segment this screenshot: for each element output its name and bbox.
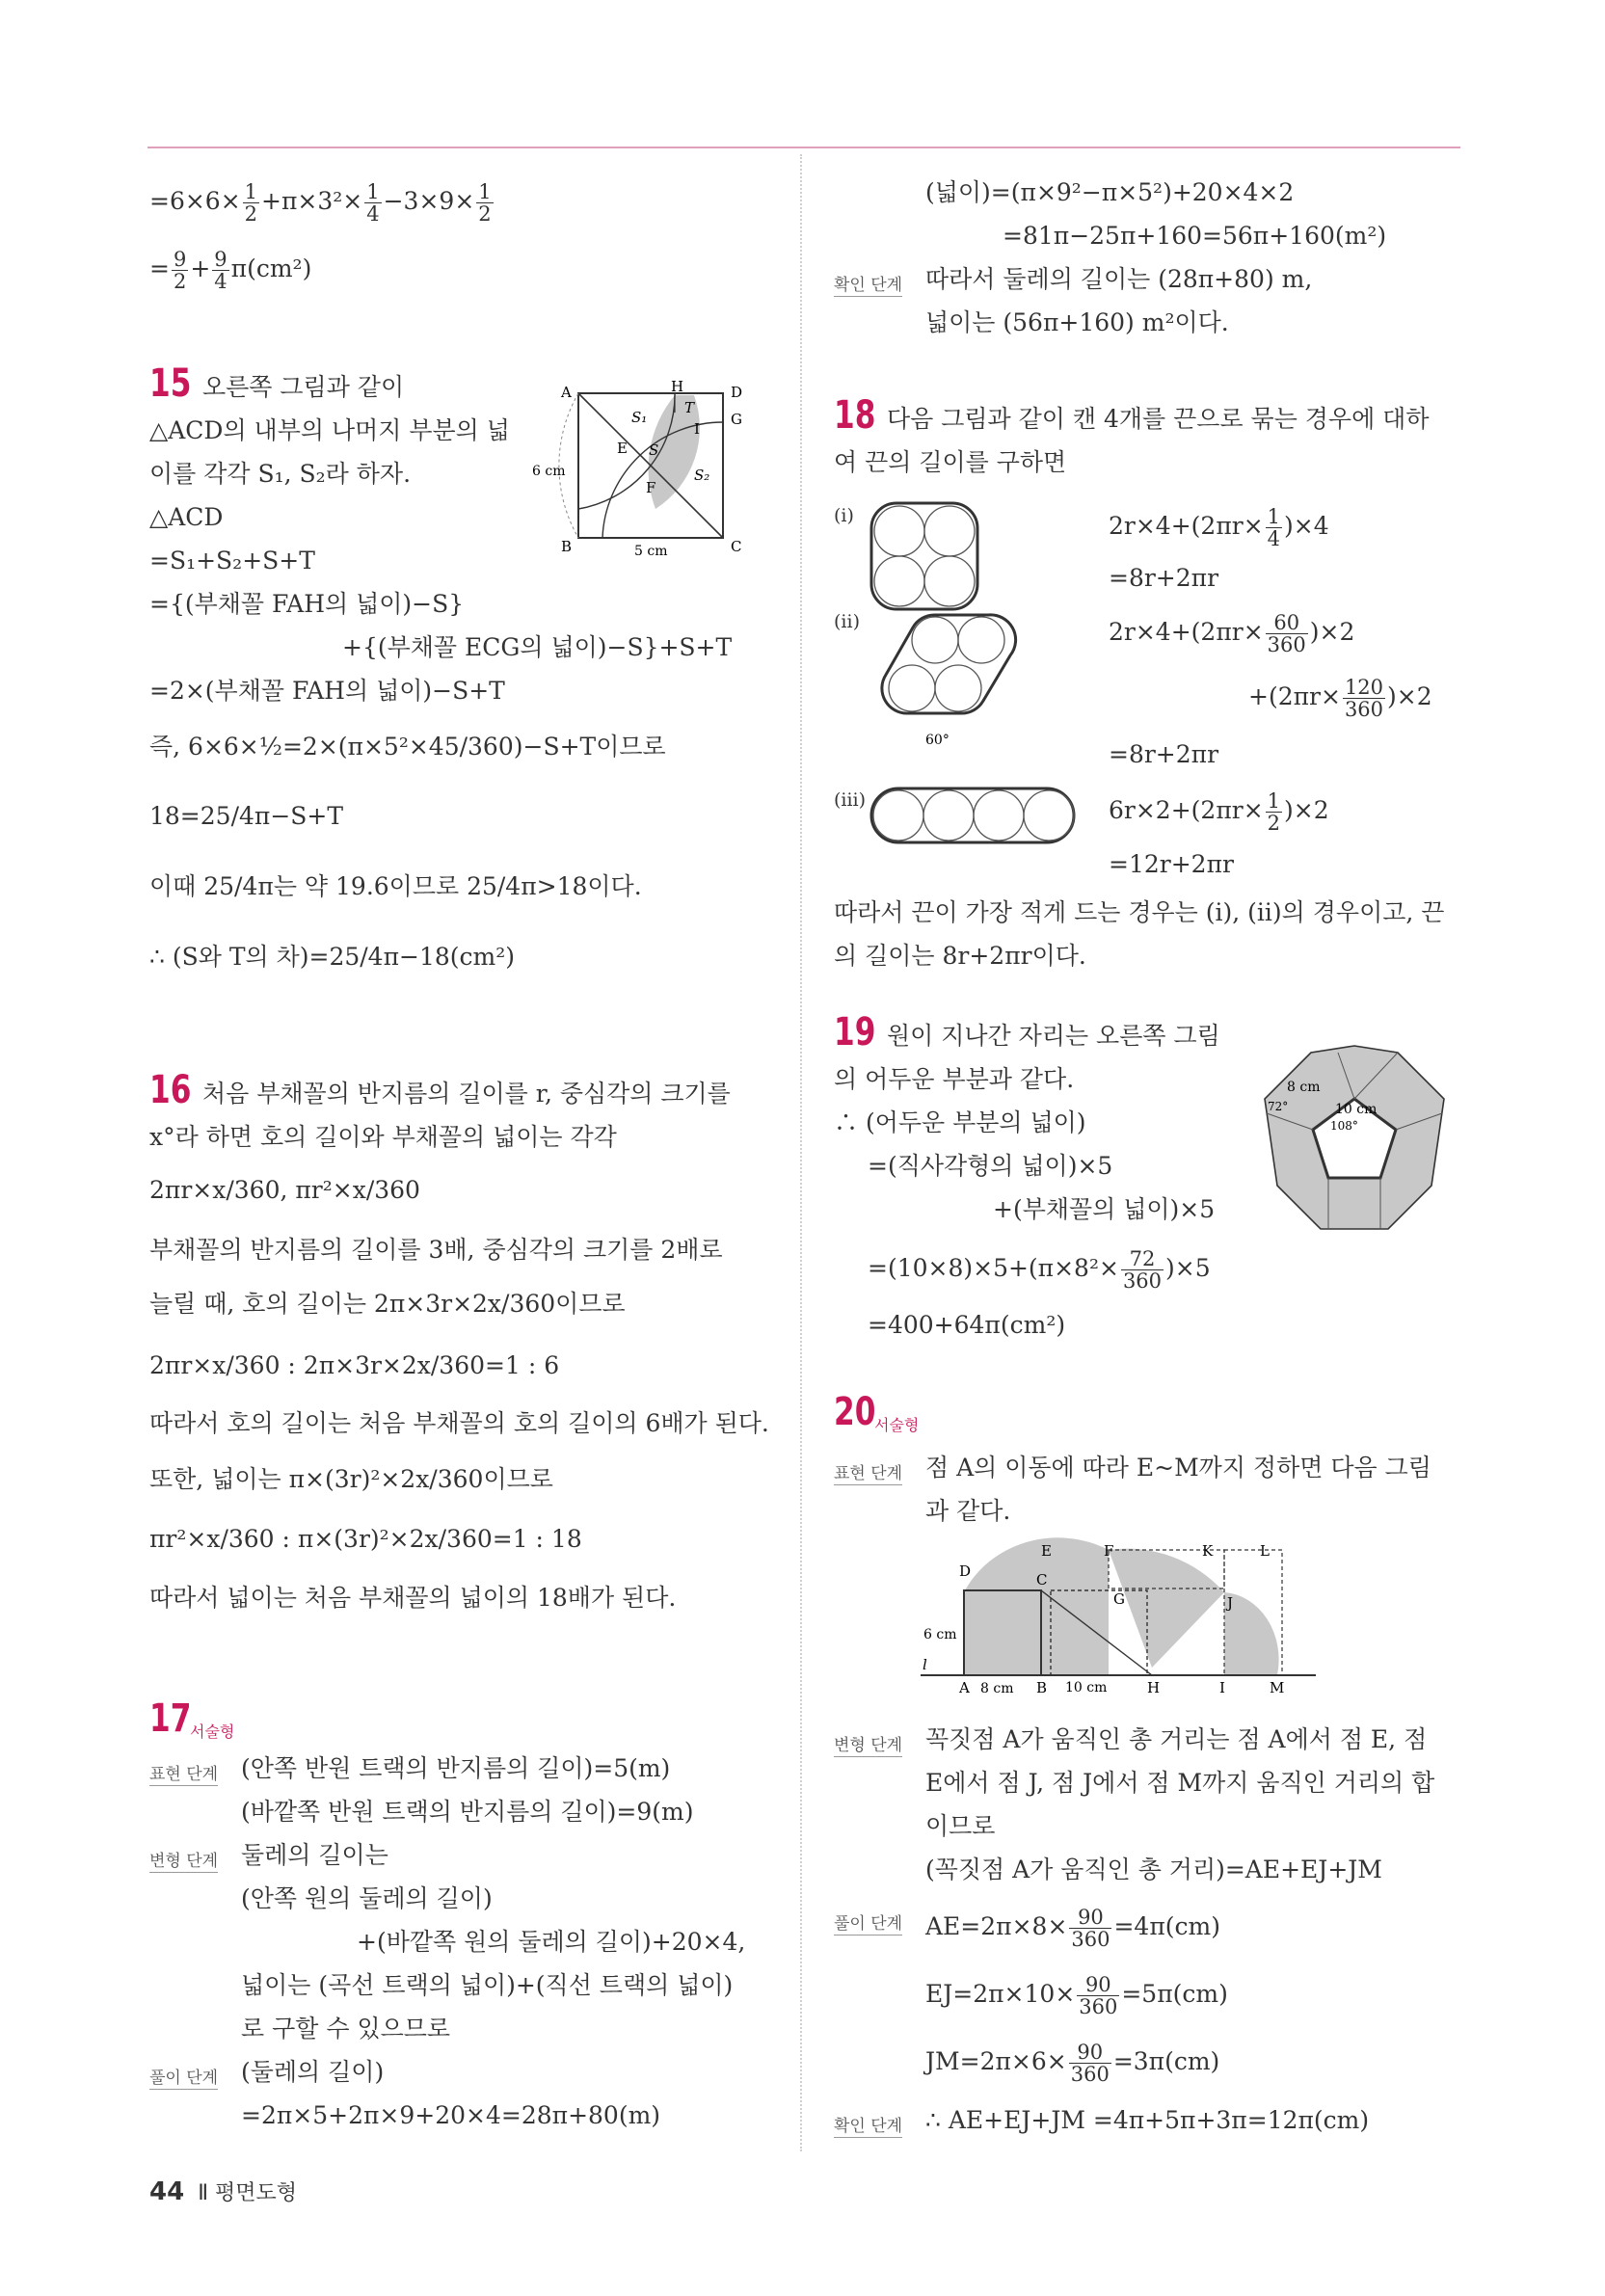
label-10cm: 10 cm bbox=[1065, 1680, 1108, 1695]
text-line: 이때 25/4π는 약 19.6이므로 25/4π>18이다. bbox=[149, 872, 642, 900]
label-D: D bbox=[959, 1562, 972, 1580]
text-line: πr²×x/360 : π×(3r)²×2x/360=1 : 18 bbox=[149, 1525, 582, 1553]
label-G: G bbox=[1113, 1590, 1125, 1608]
problem-number: 17 bbox=[149, 1696, 192, 1741]
text-line: =2×(부채꼴 FAH의 넓이)−S+T bbox=[149, 677, 505, 705]
step-label: 표현 단계 bbox=[149, 1760, 218, 1786]
text-line: (꼭짓점 A가 움직인 총 거리)=AE+EJ+JM bbox=[925, 1855, 1382, 1883]
text-line: 즉, 6×6×½=2×(π×5²×45/360)−S+T이므로 bbox=[149, 733, 666, 761]
label-B: B bbox=[1036, 1679, 1048, 1696]
text-line: 의 길이는 8r+2πr이다. bbox=[834, 942, 1086, 970]
label-L: L bbox=[1260, 1542, 1270, 1560]
label-F: F bbox=[1104, 1542, 1114, 1560]
label-S1: S₁ bbox=[631, 409, 648, 426]
equation-line: JM=2π×6× $\frac{90}{360}$ =3π(cm) bbox=[925, 2041, 1220, 2086]
text-line: 늘릴 때, 호의 길이는 2π×3r×2x/360이므로 bbox=[149, 1290, 626, 1318]
step-label: 확인 단계 bbox=[834, 2112, 902, 2138]
radius-label: 8 cm bbox=[1287, 1080, 1321, 1095]
label-bottom-5cm: 5 cm bbox=[634, 544, 668, 559]
text-line: 이므로 bbox=[925, 1812, 996, 1840]
equation-line: AE=2π×8× $\frac{90}{360}$ =4π(cm) bbox=[925, 1906, 1220, 1951]
text-line: 2πr×x/360, πr²×x/360 bbox=[149, 1176, 420, 1204]
text-line: =8r+2πr bbox=[1109, 564, 1219, 592]
text-line: 18=25/4π−S+T bbox=[149, 802, 344, 830]
text-line: E에서 점 J, 점 J에서 점 M까지 움직인 거리의 합 bbox=[925, 1769, 1435, 1797]
text-line: 의 어두운 부분과 같다. bbox=[834, 1065, 1075, 1093]
page-footer bbox=[149, 2176, 297, 2206]
step-label: 풀이 단계 bbox=[834, 1909, 902, 1936]
essay-tag: 서술형 bbox=[190, 1722, 235, 1741]
label-G: G bbox=[731, 411, 742, 428]
problem-number: 19 bbox=[834, 1010, 876, 1055]
case-label: (ⅱ) bbox=[834, 611, 860, 632]
text-line: 따라서 호의 길이는 처음 부채꼴의 호의 길이의 6배가 된다. bbox=[149, 1409, 769, 1437]
label-T: T bbox=[684, 399, 695, 416]
section-title: Ⅱ 평면도형 bbox=[198, 2181, 298, 2205]
header-rule bbox=[147, 147, 1460, 148]
text-line: 또한, 넓이는 π×(3r)²×2x/360이므로 bbox=[149, 1465, 553, 1493]
text-line: (안쪽 반원 트랙의 반지름의 길이)=5(m) bbox=[241, 1754, 671, 1782]
problem-number: 20 bbox=[834, 1390, 876, 1434]
text-line: 둘레의 길이는 bbox=[241, 1841, 388, 1869]
label-I: I bbox=[1219, 1679, 1225, 1696]
text-line: =S₁+S₂+S+T bbox=[149, 547, 315, 574]
text-line: 이를 각각 S₁, S₂라 하자. bbox=[149, 460, 412, 488]
equation-line: +(2πr× $\frac{120}{360}$ )×2 bbox=[1248, 676, 1432, 721]
label-C: C bbox=[1036, 1571, 1048, 1589]
problem-number: 16 bbox=[149, 1068, 192, 1112]
text-line: 과 같다. bbox=[925, 1497, 1011, 1525]
problem-number: 15 bbox=[149, 361, 192, 406]
side-label: 10 cm bbox=[1335, 1102, 1378, 1117]
angle-72-label: 72° bbox=[1268, 1100, 1289, 1113]
label-I: I bbox=[694, 420, 700, 438]
step-label: 확인 단계 bbox=[834, 271, 902, 297]
equation-line: =(10×8)×5+(π×8²× $\frac{72}{360}$ )×5 bbox=[868, 1247, 1211, 1293]
step-label: 표현 단계 bbox=[834, 1459, 902, 1485]
text-line: 처음 부채꼴의 반지름의 길이를 r, 중심각의 크기를 bbox=[202, 1080, 731, 1108]
equation-line: =6×6× $\frac{1}{2}$ +π×3²× $\frac{1}{4}$ −3×9× $\frac{1}{2}$ bbox=[149, 180, 492, 226]
text-line: 원이 지나간 자리는 오른쪽 그림 bbox=[887, 1022, 1220, 1050]
pentagon-figure bbox=[1253, 1041, 1456, 1234]
label-D: D bbox=[731, 384, 743, 401]
text-line: 다음 그림과 같이 캔 4개를 끈으로 묶는 경우에 대하 bbox=[887, 405, 1430, 433]
text-line: 여 끈의 길이를 구하면 bbox=[834, 448, 1067, 476]
label-E: E bbox=[617, 440, 628, 457]
case-label: (ⅰ) bbox=[834, 505, 854, 526]
label-S2: S₂ bbox=[694, 467, 710, 484]
label-J: J bbox=[1227, 1594, 1234, 1612]
rolling-rectangle-figure bbox=[921, 1542, 1325, 1696]
text-line: 따라서 둘레의 길이는 (28π+80) m, bbox=[925, 265, 1313, 293]
label-S: S bbox=[649, 441, 659, 459]
text-line: 넓이는 (곡선 트랙의 넓이)+(직선 트랙의 넓이) bbox=[241, 1971, 734, 1999]
label-8cm: 8 cm bbox=[980, 1681, 1014, 1696]
equation-line: EJ=2π×10× $\frac{90}{360}$ =5π(cm) bbox=[925, 1973, 1228, 2018]
case-label: (ⅲ) bbox=[834, 789, 867, 811]
page-number: 44 bbox=[149, 2177, 185, 2206]
angle-108-label: 108° bbox=[1330, 1119, 1358, 1133]
text-line: 점 A의 이동에 따라 E~M까지 정하면 다음 그림 bbox=[925, 1454, 1431, 1482]
equation-line: = $\frac{9}{2}$ + $\frac{9}{4}$ π(cm²) bbox=[149, 248, 312, 293]
text-line: 꼭짓점 A가 움직인 총 거리는 점 A에서 점 E, 점 bbox=[925, 1725, 1428, 1753]
angle-60-label: 60° bbox=[925, 733, 950, 748]
label-C: C bbox=[731, 538, 742, 555]
text-line: ={(부채꼴 FAH의 넓이)−S} bbox=[149, 590, 465, 618]
label-6cm: 6 cm bbox=[923, 1627, 957, 1642]
text-line: x°라 하면 호의 길이와 부채꼴의 넓이는 각각 bbox=[149, 1123, 617, 1151]
text-line: =8r+2πr bbox=[1109, 740, 1219, 768]
text-line: ∴ AE+EJ+JM =4π+5π+3π=12π(cm) bbox=[925, 2106, 1370, 2134]
text-line: (넓이)=(π×9²−π×5²)+20×4×2 bbox=[925, 178, 1295, 206]
text-line: =(직사각형의 넓이)×5 bbox=[868, 1152, 1113, 1180]
label-K: K bbox=[1202, 1542, 1214, 1560]
text-line: 넓이는 (56π+160) m²이다. bbox=[925, 308, 1229, 336]
cans-figure bbox=[868, 501, 1041, 848]
label-E: E bbox=[1041, 1542, 1052, 1560]
label-H: H bbox=[1147, 1679, 1161, 1696]
text-line: △ACD bbox=[149, 503, 224, 531]
label-A: A bbox=[959, 1679, 970, 1696]
text-line: =2π×5+2π×9+20×4=28π+80(m) bbox=[241, 2101, 661, 2129]
label-B: B bbox=[561, 538, 573, 555]
text-line: +(바깥쪽 원의 둘레의 길이)+20×4, bbox=[357, 1928, 746, 1956]
label-A: A bbox=[561, 384, 572, 401]
square-sector-figure bbox=[532, 378, 771, 559]
text-line: 2πr×x/360 : 2π×3r×2x/360=1 : 6 bbox=[149, 1351, 560, 1379]
label-H: H bbox=[671, 378, 684, 395]
text-line: 부채꼴의 반지름의 길이를 3배, 중심각의 크기를 2배로 bbox=[149, 1236, 723, 1264]
text-line: ∴ (S와 T의 차)=25/4π−18(cm²) bbox=[149, 943, 516, 971]
label-side-6cm: 6 cm bbox=[532, 464, 566, 479]
text-line: △ACD의 내부의 나머지 부분의 넓 bbox=[149, 416, 510, 444]
label-M: M bbox=[1270, 1679, 1285, 1696]
text-line: (안쪽 원의 둘레의 길이) bbox=[241, 1884, 493, 1912]
equation-line: 2r×4+(2πr× $\frac{1}{4}$ )×4 bbox=[1109, 505, 1329, 550]
text-line: ∴ (어두운 부분의 넓이) bbox=[834, 1108, 1086, 1136]
step-label: 변형 단계 bbox=[149, 1847, 218, 1873]
text-line: (바깥쪽 반원 트랙의 반지름의 길이)=9(m) bbox=[241, 1798, 694, 1826]
equation-line: 2r×4+(2πr× $\frac{60}{360}$ )×2 bbox=[1109, 611, 1355, 656]
text-line: 따라서 끈이 가장 적게 드는 경우는 (ⅰ), (ⅱ)의 경우이고, 끈 bbox=[834, 898, 1445, 926]
problem-number: 18 bbox=[834, 393, 876, 438]
column-divider bbox=[800, 154, 802, 2151]
text-line: +{(부채꼴 ECG의 넓이)−S}+S+T bbox=[342, 633, 733, 661]
label-l: l bbox=[923, 1656, 927, 1673]
equation-line: 6r×2+(2πr× $\frac{1}{2}$ )×2 bbox=[1109, 789, 1329, 835]
text-line: +(부채꼴의 넓이)×5 bbox=[993, 1195, 1216, 1223]
step-label: 풀이 단계 bbox=[149, 2064, 218, 2090]
text-line: 로 구할 수 있으므로 bbox=[241, 2015, 451, 2042]
essay-tag: 서술형 bbox=[874, 1416, 920, 1434]
text-line: 따라서 넓이는 처음 부채꼴의 넓이의 18배가 된다. bbox=[149, 1584, 677, 1612]
text-line: (둘레의 길이) bbox=[241, 2058, 385, 2086]
text-line: =400+64π(cm²) bbox=[868, 1311, 1066, 1339]
label-F: F bbox=[646, 479, 656, 496]
step-label: 변형 단계 bbox=[834, 1731, 902, 1757]
text-line: =81π−25π+160=56π+160(m²) bbox=[1003, 222, 1387, 250]
text-line: 오른쪽 그림과 같이 bbox=[202, 373, 405, 401]
text-line: =12r+2πr bbox=[1109, 850, 1234, 878]
